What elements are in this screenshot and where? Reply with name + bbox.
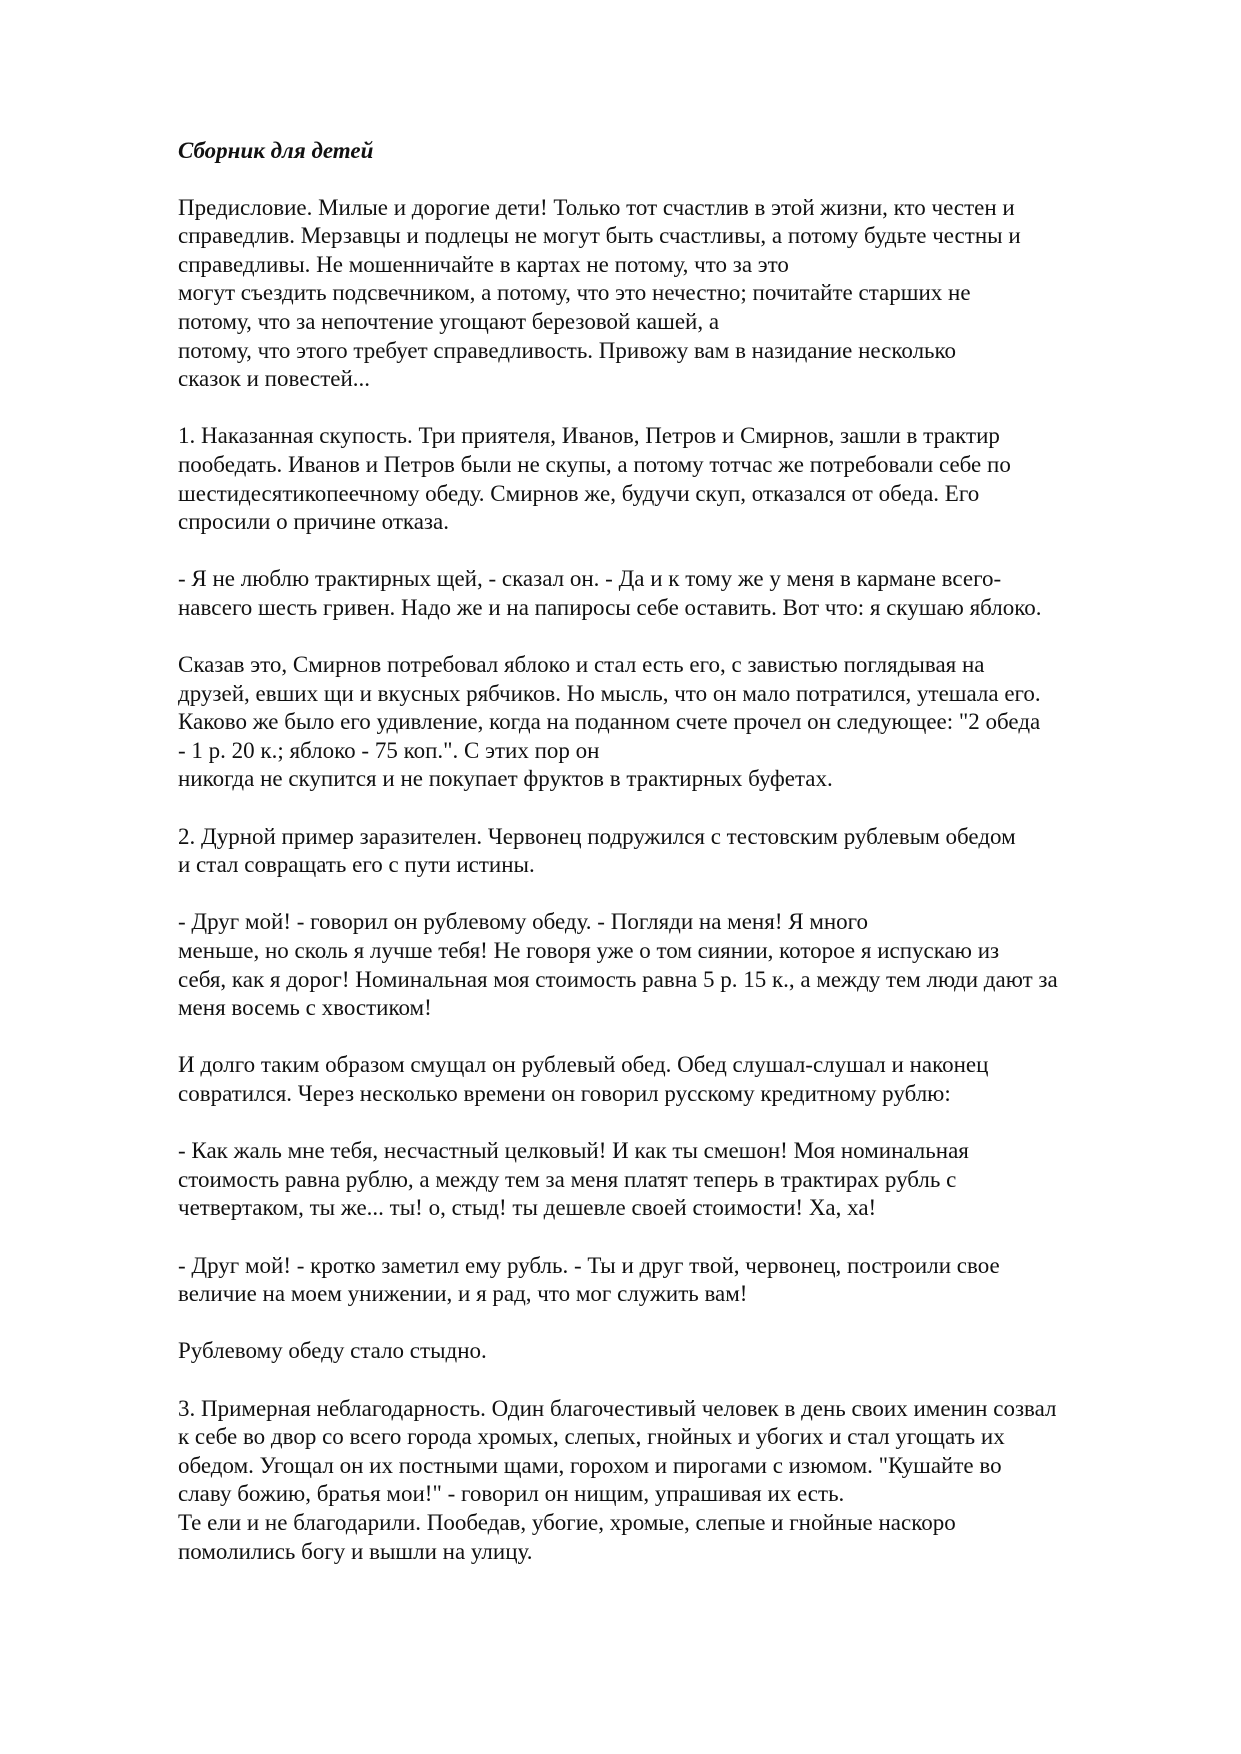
text-line: совратился. Через несколько времени он говорил русскому кредитному рублю: bbox=[178, 1081, 951, 1106]
text-line: - Как жаль мне тебя, несчастный целковый! И как ты смешон! Моя номинальная bbox=[178, 1138, 969, 1164]
text-line: друзей, евших щи и вкусных рябчиков. Но мысль, что он мало потратился, утешала его. bbox=[178, 680, 1041, 706]
text-line: славу божию, братья мои!" - говорил он нищим, упрашивая их есть. bbox=[178, 1481, 845, 1507]
text-line: справедливы. Не мошенничайте в картах не потому, что за это bbox=[178, 251, 789, 277]
paragraph-dialogue-1 bbox=[178, 565, 1188, 622]
text-line: - 1 р. 20 к.; яблоко - 75 коп.". С этих пор он bbox=[178, 737, 600, 763]
text-line: стоимость равна рублю, а между тем за меня платят теперь в трактирах рубль с bbox=[178, 1166, 957, 1192]
text-line: меня восемь с хвостиком! bbox=[178, 995, 432, 1021]
text-line: сказок и повестей... bbox=[178, 366, 371, 392]
paragraph-moral-2 bbox=[178, 1337, 1188, 1366]
text-line: Те ели и не благодарили. Пообедав, убогие, хромые, слепые и гнойные наскоро bbox=[178, 1509, 956, 1535]
text-line: Рублевому обеду стало стыдно. bbox=[178, 1338, 487, 1364]
paragraph-story-1 bbox=[178, 422, 1188, 536]
text-line: И долго таким образом смущал он рублевый обед. Обед слушал-слушал и наконец bbox=[178, 1052, 989, 1078]
text-line: Сказав это, Смирнов потребовал яблоко и стал есть его, с завистью поглядывая на bbox=[178, 652, 985, 678]
text-line: 2. Дурной пример заразителен. Червонец подружился с тестовским рублевым обедом bbox=[178, 823, 1016, 849]
text-line: пообедать. Иванов и Петров были не скупы, а потому тотчас же потребовали себе по bbox=[178, 451, 1011, 477]
text-line: обедом. Угощал он их постными щами, горохом и пирогами с изюмом. "Кушайте во bbox=[178, 1452, 1002, 1478]
text-line: - Я не люблю трактирных щей, - сказал он. - Да и к тому же у меня в кармане всего- bbox=[178, 566, 1002, 592]
text-line: помолились богу и вышли на улицу. bbox=[178, 1538, 533, 1564]
text-line: Каково же было его удивление, когда на поданном счете прочел он следующее: "2 обеда bbox=[178, 709, 1041, 735]
text-line: 3. Примерная неблагодарность. Один благочестивый человек в день своих именин созвал bbox=[178, 1395, 1057, 1421]
text-line: величие на моем унижении, и я рад, что мог служить вам! bbox=[178, 1281, 748, 1307]
text-line: 1. Наказанная скупость. Три приятеля, Иванов, Петров и Смирнов, зашли в трактир bbox=[178, 423, 1000, 449]
text-line: - Друг мой! - говорил он рублевому обеду. - Погляди на меня! Я много bbox=[178, 909, 869, 935]
paragraph-story-3 bbox=[178, 1395, 1188, 1567]
paragraph-dialogue-4 bbox=[178, 1252, 1188, 1309]
document-title: Сборник для детей bbox=[178, 138, 374, 163]
paragraph-dialogue-3 bbox=[178, 1137, 1188, 1223]
text-line: - Друг мой! - кротко заметил ему рубль. - Ты и друг твой, червонец, построили свое bbox=[178, 1252, 1000, 1278]
text-line: себя, как я дорог! Номинальная моя стоимость равна 5 р. 15 к., а между тем люди дают за bbox=[178, 966, 1058, 992]
paragraph-story-1-end bbox=[178, 651, 1188, 794]
text-line: спросили о причине отказа. bbox=[178, 509, 449, 535]
text-line: и стал совращать его с пути истины. bbox=[178, 852, 535, 878]
text-line: к себе во двор со всего города хромых, слепых, гнойных и убогих и стал угощать их bbox=[178, 1424, 1005, 1450]
text-line: никогда не скупится и не покупает фруктов в трактирных буфетах. bbox=[178, 766, 833, 792]
text-line: могут съездить подсвечником, а потому, что это нечестно; почитайте старших не bbox=[178, 280, 971, 306]
text-line: меньше, но сколь я лучше тебя! Не говоря уже о том сиянии, которое я испускаю из bbox=[178, 938, 1000, 964]
text-line: навсего шесть гривен. Надо же и на папиросы себе оставить. Вот что: я скушаю яблоко. bbox=[178, 594, 1042, 620]
paragraph-preface bbox=[178, 194, 1188, 394]
text-line: справедлив. Мерзавцы и подлецы не могут быть счастливы, а потому будьте честны и bbox=[178, 223, 1021, 249]
document-page bbox=[178, 137, 1188, 1595]
text-line: четвертаком, ты же... ты! о, стыд! ты дешевле своей стоимости! Ха, ха! bbox=[178, 1195, 877, 1221]
text-line: Предисловие. Милые и дорогие дети! Только тот счастлив в этой жизни, кто честен и bbox=[178, 194, 1015, 220]
paragraph-narration-2 bbox=[178, 1051, 1188, 1108]
paragraph-dialogue-2 bbox=[178, 908, 1188, 1022]
text-line: потому, что за непочтение угощают березовой кашей, а bbox=[178, 308, 720, 334]
text-line: потому, что этого требует справедливость. Привожу вам в назидание несколько bbox=[178, 337, 957, 363]
text-line: шестидесятикопеечному обеду. Смирнов же, будучи скуп, отказался от обеда. Его bbox=[178, 480, 980, 506]
paragraph-story-2 bbox=[178, 823, 1188, 880]
